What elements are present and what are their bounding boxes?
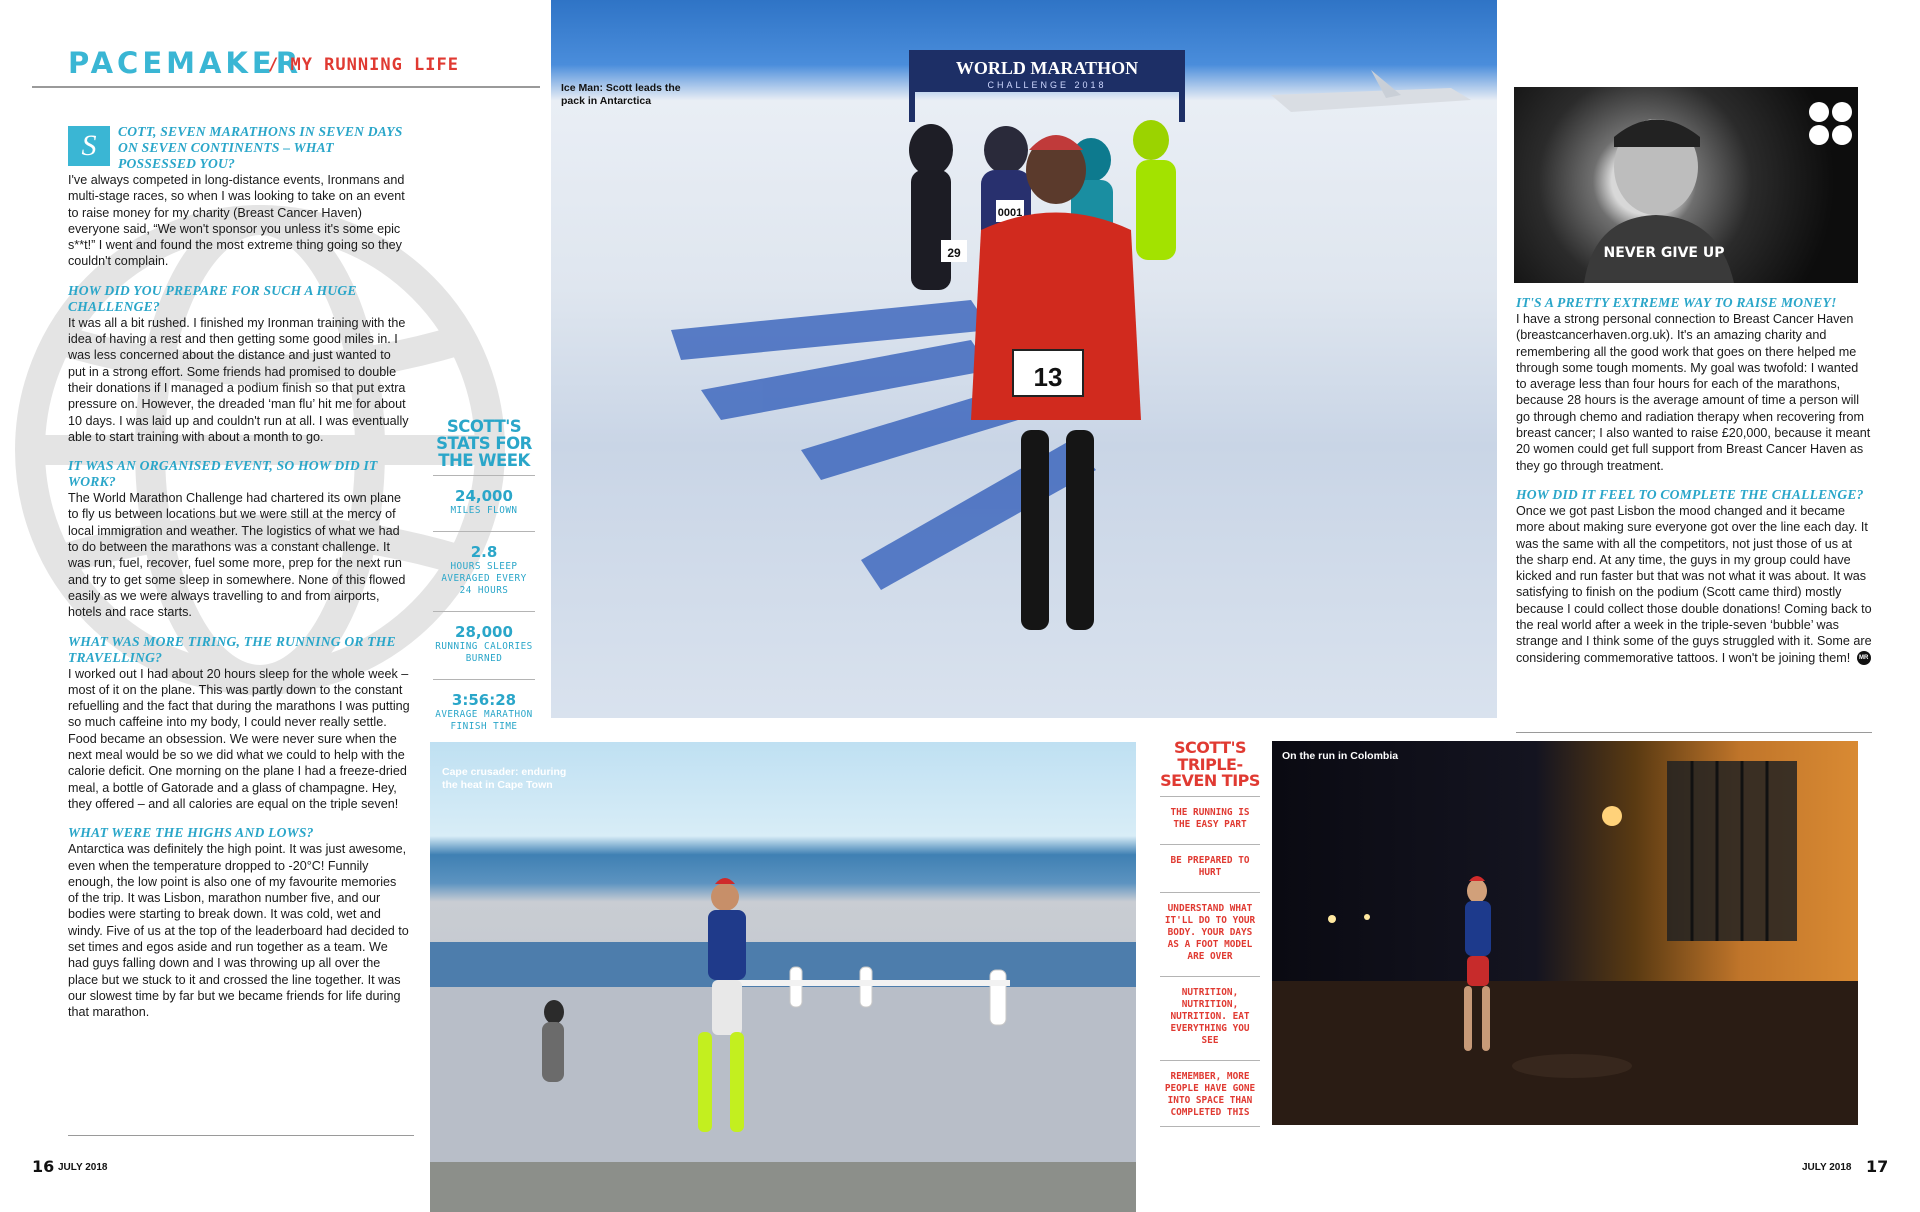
qa-question: HOW DID IT FEEL TO COMPLETE THE CHALLENGE?	[1516, 486, 1864, 502]
page-number-left: 16	[32, 1157, 55, 1176]
antarctica-scene	[551, 0, 1497, 718]
qa-question: WHAT WAS MORE TIRING, THE RUNNING OR THE TRAVELLING?	[68, 633, 396, 665]
tip-item: REMEMBER, MORE PEOPLE HAVE GONE INTO SPACE THAN COMPLETED THIS	[1160, 1060, 1260, 1126]
intro-answer: I've always competed in long-distance events, Ironmans and multi-stage races, so when I was looking to take on an event to raise money for my charity (Breast Cancer Haven) everyone said, “We won't sponsor you unless it's some epic s**t!” I went and found the most extreme thing going so they couldn't complain.	[68, 173, 405, 269]
section-title: / MY RUNNING LIFE	[268, 55, 459, 75]
article-column-left	[68, 124, 410, 1033]
page-number-right: 17	[1866, 1157, 1889, 1176]
intro-paragraph	[68, 124, 410, 270]
qa-block	[1516, 295, 1872, 474]
arch-text: WORLD MARATHON	[955, 58, 1139, 78]
qa-answer: Antarctica was definitely the high point. It was just awesome, even when the temperature dropped to -20°C! Funnily enough, the low point is also one of my favourite memories of the trip. It was Lisbon, marathon number five, and our bodies were starting to break down. It was cold, wet and windy. Five of us at the top of the leaderboard had decided to set times and egos aside and run together as a team. We had guys falling down and I was throwing up all over the place but we stuck to it and crossed the line together. It was our slowest time by far but we became friends for life during that marathon.	[68, 842, 409, 1020]
qa-question: WHAT WERE THE HIGHS AND LOWS?	[68, 825, 314, 841]
qa-question: HOW DID YOU PREPARE FOR SUCH A HUGE CHALLENGE?	[68, 282, 357, 314]
article-column-right	[1516, 295, 1872, 679]
header-divider	[32, 86, 540, 88]
stat-value: 28,000	[455, 623, 513, 641]
stat-label: RUNNING CALORIES BURNED	[435, 641, 533, 664]
qa-answer: It was all a bit rushed. I finished my Ironman training with the idea of having a rest and then getting some good miles in. I was less concerned about the distance and just wanted to put in a strong effort. Some friends had promised to double their donations if I managed a podium finish so that put extra pressure on. However, the dreaded ‘man flu’ hit me for about 10 days. I was laid up and couldn't run at all. I was eventually able to start training with about a month to go.	[68, 315, 409, 444]
bib-number: 0001	[997, 207, 1023, 219]
tips-box	[1160, 740, 1260, 1127]
tip-item: UNDERSTAND WHAT IT'LL DO TO YOUR BODY. YOUR DAYS AS A FOOT MODEL ARE OVER	[1160, 892, 1260, 970]
photo-caption: Ice Man: Scott leads the pack in Antarctica	[561, 82, 681, 107]
column-end-rule	[68, 1135, 414, 1136]
bib-number: 29	[947, 246, 961, 260]
qa-question: IT'S A PRETTY EXTREME WAY TO RAISE MONEY!	[1516, 295, 1837, 310]
stats-title: SCOTT'S STATS FOR THE WEEK	[436, 417, 532, 470]
stat-value: 24,000	[455, 487, 513, 505]
qa-block	[68, 634, 410, 813]
shirt-text: NEVER GIVE UP	[1603, 245, 1725, 261]
qa-block	[68, 458, 410, 620]
arch-subtext: CHALLENGE 2018	[987, 80, 1107, 90]
intro-question: COTT, SEVEN MARATHONS IN SEVEN DAYS ON SEVEN CONTINENTS – WHAT POSSESSED YOU?	[118, 124, 403, 171]
colombia-scene	[1272, 741, 1858, 1125]
tip-item: NUTRITION, NUTRITION, NUTRITION. EAT EVERYTHING YOU SEE	[1160, 976, 1260, 1054]
issue-date-right: JULY 2018	[1802, 1162, 1852, 1173]
stats-box	[433, 418, 535, 741]
end-mark-icon: MR	[1857, 651, 1871, 665]
photo-caption: On the run in Colombia	[1282, 750, 1399, 762]
tip-item: THE RUNNING IS THE EASY PART	[1160, 796, 1260, 838]
photo-capetown	[430, 742, 1136, 1212]
stat-value: 2.8	[470, 543, 498, 561]
stat-item	[433, 611, 535, 673]
bib-number-lead: 13	[1033, 362, 1063, 392]
qa-block	[68, 825, 410, 1020]
stat-label: HOURS SLEEP AVERAGED EVERY 24 HOURS	[441, 561, 527, 596]
column-end-rule	[1516, 732, 1872, 733]
portrait-scene	[1514, 87, 1858, 283]
photo-portrait	[1514, 87, 1858, 283]
dropcap: S	[68, 126, 110, 166]
qa-answer: Once we got past Lisbon the mood changed and it became more about making sure everyone got over the line each day. It was the same with all the competitors, not just those of us at the sharp end. At any time, the guys in my group could have kicked and run faster but that was not what it was about. It was satisfying to finish on the podium (Scott came third) mostly because I could collect those double donations! Coming back to the real world after a week in the triple-seven ‘bubble’ was strange and I think some of the guys struggled with it. Some are considering commemorative tattoos. I won't be joining them!	[1516, 503, 1872, 665]
qa-answer: The World Marathon Challenge had chartered its own plane to fly us between locations but we were still at the mercy of local immigration and weather. The logistics of what we had to do between the marathons was a constant challenge. It was run, fuel, recover, fuel some more, prep for the next run and try to get some sleep in somewhere. None of this flowed easily as we were always travelling to and from airports, hotels and race starts.	[68, 491, 406, 620]
qa-block	[68, 283, 410, 445]
qa-question: IT WAS AN ORGANISED EVENT, SO HOW DID IT WORK?	[68, 458, 378, 490]
stat-item	[433, 475, 535, 525]
stat-label: AVERAGE MARATHON FINISH TIME	[435, 709, 533, 732]
photo-caption: Cape crusader: enduring the heat in Cape Town	[442, 766, 567, 791]
stat-item	[433, 679, 535, 741]
photo-antarctica	[551, 0, 1497, 718]
qa-block	[1516, 487, 1872, 666]
qa-answer: I have a strong personal connection to Breast Cancer Haven (breastcancerhaven.org.uk). It's an amazing charity and remembering all the good work that goes on there helped me through some tough moments. My goal was twofold: I wanted to average less than four hours for each of the marathons, because 28 hours is the average amount of time a person will go through chemo and radiation therapy when recovering from breast cancer; I also wanted to raise £20,000, because it meant 20 women could get full support from Breast Cancer Haven as they go through treatment.	[1516, 312, 1871, 473]
tips-end-rule	[1160, 1126, 1260, 1127]
capetown-scene	[430, 742, 1136, 1212]
tip-item: BE PREPARED TO HURT	[1160, 844, 1260, 886]
qa-answer: I worked out I had about 20 hours sleep for the whole week – most of it on the plane. This was partly down to the constant refuelling and the fact that during the marathons I was putting so much caffeine into my body, I could never really settle. Food became an obsession. We were never sure when the next meal would be so we did what we could to help with the calorie deficit. One morning on the plane I had a freeze-dried meal, a bottle of Gatorade and a glass of champagne. Hey, they offered – and all calories are equal on the triple seven!	[68, 666, 410, 811]
stat-value: 3:56:28	[451, 691, 517, 709]
stat-item	[433, 531, 535, 605]
brand-logo: PACEMAKER	[68, 46, 303, 80]
issue-date-left: JULY 2018	[58, 1162, 108, 1173]
tips-title: SCOTT'S TRIPLE-SEVEN TIPS	[1160, 738, 1260, 790]
stat-label: MILES FLOWN	[450, 505, 518, 516]
photo-colombia	[1272, 741, 1858, 1125]
